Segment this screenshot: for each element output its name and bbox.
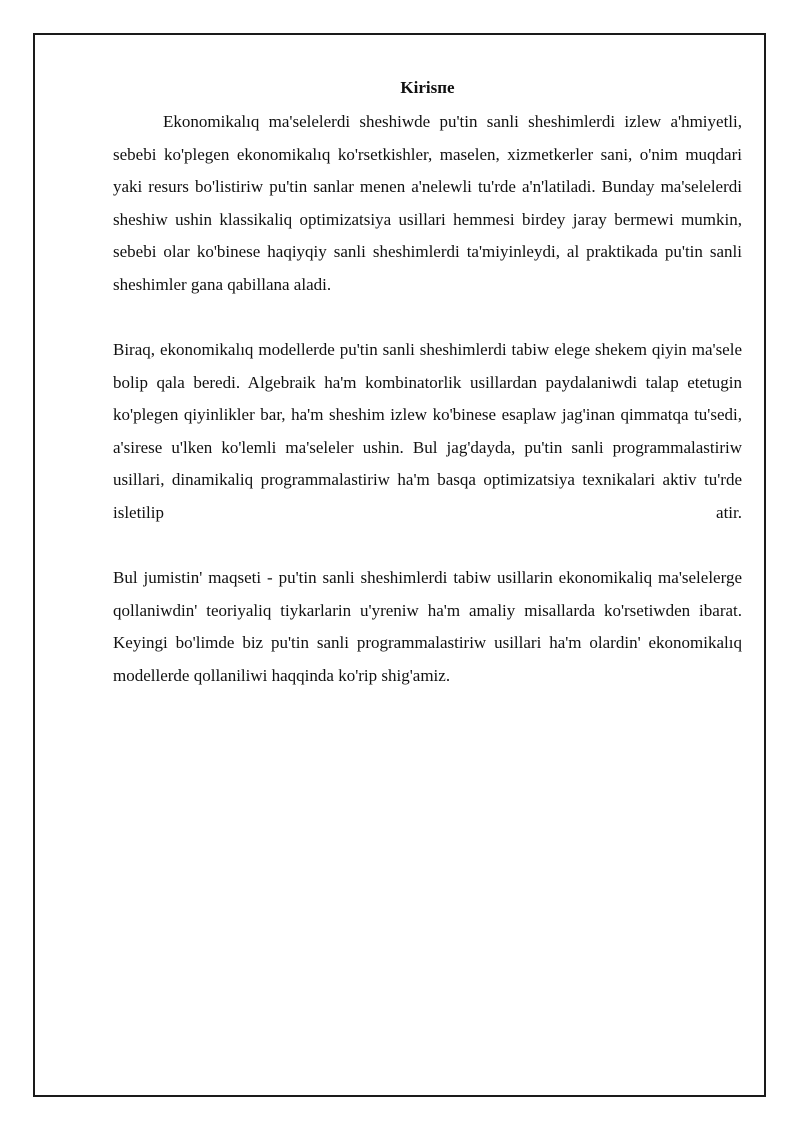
paragraph-goal: Bul jumistin' maqseti - pu'tin sanli sheshimlerdi tabiw usillarin ekonomikaliq ma'selelerge qollaniwdin' teoriyaliq tiykarlarin u'yreniw ha'm amaliy misallarda ko'rsetiwden ibarat. Keyingi bo'limde biz pu'tin sanli programmalastiriw usillari ha'm olardin' ekonomikalıq modellerde qollaniliwi haqqinda ko'rip shig'amiz. <box>113 568 742 685</box>
document-title: Kirisпe <box>400 78 455 97</box>
paragraph-challenges: Biraq, ekonomikalıq modellerde pu'tin sanli sheshimlerdi tabiw elege shekem qiyin ma'sele bolip qala beredi. Algebraik ha'm kombinatorlik usillardan paydalaniwdi talap etetugin ko'plegen qiyinlikler bar, ha'm sheshim izlew ko'binese esaplaw jag'inan qimmatqa tu'sedi, a'sirese u'lken ko'lemli ma'seleler ushin. Bul jag'dayda, pu'tin sanli programmalastiriw usillari, dinamikaliq programmalastiriw ha'm basqa optimizatsiya texnikalari aktiv tu'rde isletilip atir. <box>113 340 742 522</box>
paragraph-intro: Ekonomikalıq ma'selelerdi sheshiwde pu'tin sanli sheshimlerdi izlew a'hmiyetli, sebebi ko'plegen ekonomikalıq ko'rsetkishler, maselen, xizmetkerler sani, o'nim muqdari yaki resurs bo'listiriw pu'tin sanlar menen a'nelewli tu'rde a'n'latiladi. Bunday ma'selelerdi sheshiw ushin klassikaliq optimizatsiya usillari hemmesi birdey jaray bermewi mumkin, sebebi olar ko'binese haqiyqiy sanli sheshimlerdi ta'miyinleydi, al praktikada pu'tin sanli sheshimler gana qabillana aladi. <box>113 112 742 294</box>
document-body <box>113 76 742 692</box>
